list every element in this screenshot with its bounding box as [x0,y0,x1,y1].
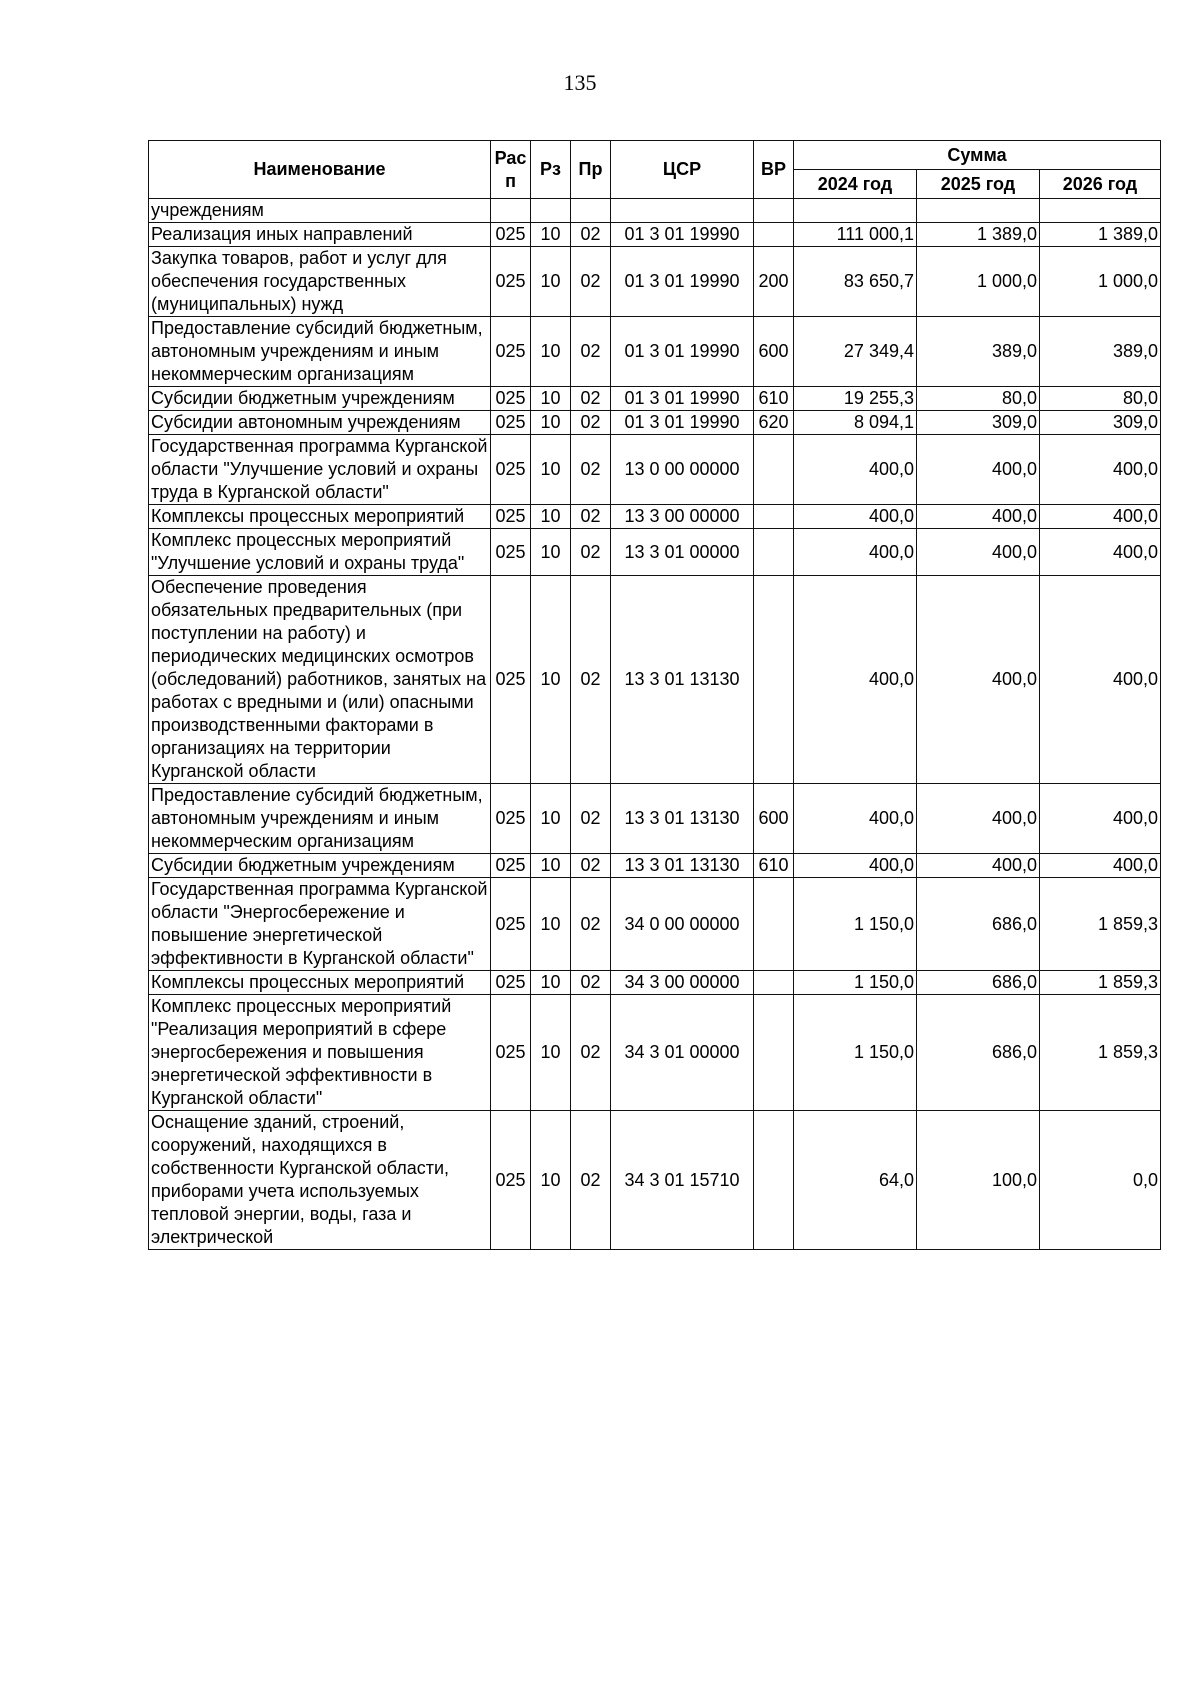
table-body [149,199,1161,1250]
cell-csr: 34 3 01 00000 [611,995,754,1111]
cell-rasp: 025 [491,223,531,247]
table-row [149,576,1161,784]
table-row [149,247,1161,317]
cell-csr: 13 3 01 13130 [611,854,754,878]
cell-sum-2024: 64,0 [794,1111,917,1250]
cell-csr: 13 0 00 00000 [611,435,754,505]
cell-csr [611,199,754,223]
cell-name: Комплекс процессных мероприятий "Реализация мероприятий в сфере энергосбережения и повышения энергетической эффективности в Курганской области" [149,995,491,1111]
cell-sum-2024: 400,0 [794,784,917,854]
cell-pr: 02 [571,505,611,529]
cell-name: Оснащение зданий, строений, сооружений, находящихся в собственности Курганской области, приборами учета используемых тепловой энергии, воды, газа и электрической [149,1111,491,1250]
header-year-2026: 2026 год [1040,170,1161,199]
cell-sum-2025: 100,0 [917,1111,1040,1250]
cell-rasp: 025 [491,529,531,576]
cell-rasp: 025 [491,878,531,971]
cell-sum-2025: 686,0 [917,995,1040,1111]
cell-sum-2026: 1 859,3 [1040,971,1161,995]
cell-csr: 01 3 01 19990 [611,317,754,387]
cell-sum-2026: 400,0 [1040,435,1161,505]
cell-rasp: 025 [491,435,531,505]
cell-vr [754,199,794,223]
cell-sum-2025: 400,0 [917,784,1040,854]
cell-sum-2024: 1 150,0 [794,878,917,971]
cell-rz: 10 [531,1111,571,1250]
header-year-2024: 2024 год [794,170,917,199]
header-rasp: Рас п [491,141,531,199]
cell-rz: 10 [531,435,571,505]
cell-name: Предоставление субсидий бюджетным, автономным учреждениям и иным некоммерческим организациям [149,317,491,387]
cell-csr: 34 0 00 00000 [611,878,754,971]
cell-sum-2026: 1 389,0 [1040,223,1161,247]
cell-vr: 610 [754,387,794,411]
cell-pr: 02 [571,529,611,576]
table-row [149,435,1161,505]
cell-rasp: 025 [491,576,531,784]
cell-pr: 02 [571,435,611,505]
cell-sum-2024: 400,0 [794,505,917,529]
cell-pr: 02 [571,1111,611,1250]
budget-table [148,140,1161,1250]
cell-pr: 02 [571,387,611,411]
cell-rasp: 025 [491,505,531,529]
cell-vr [754,505,794,529]
header-vr: ВР [754,141,794,199]
table-row [149,971,1161,995]
header-year-2025: 2025 год [917,170,1040,199]
cell-csr: 13 3 00 00000 [611,505,754,529]
cell-sum-2024: 8 094,1 [794,411,917,435]
cell-vr [754,995,794,1111]
cell-vr [754,529,794,576]
cell-sum-2024: 27 349,4 [794,317,917,387]
table-row [149,1111,1161,1250]
cell-rz: 10 [531,784,571,854]
cell-rasp: 025 [491,971,531,995]
cell-vr [754,435,794,505]
cell-sum-2026: 400,0 [1040,529,1161,576]
cell-sum-2024: 400,0 [794,435,917,505]
cell-csr: 34 3 01 15710 [611,1111,754,1250]
table-row [149,854,1161,878]
cell-sum-2025: 389,0 [917,317,1040,387]
cell-sum-2026: 400,0 [1040,505,1161,529]
table-row [149,199,1161,223]
cell-rz: 10 [531,995,571,1111]
table-row [149,223,1161,247]
table-row [149,529,1161,576]
cell-pr: 02 [571,223,611,247]
table-row [149,411,1161,435]
cell-rasp: 025 [491,995,531,1111]
cell-rasp: 025 [491,317,531,387]
cell-vr: 620 [754,411,794,435]
cell-csr: 01 3 01 19990 [611,247,754,317]
cell-sum-2024: 400,0 [794,529,917,576]
cell-rz: 10 [531,317,571,387]
cell-vr [754,878,794,971]
cell-sum-2026: 400,0 [1040,854,1161,878]
cell-rasp: 025 [491,784,531,854]
cell-pr: 02 [571,247,611,317]
header-name: Наименование [149,141,491,199]
header-summa: Сумма [794,141,1161,170]
cell-vr: 610 [754,854,794,878]
cell-csr: 01 3 01 19990 [611,223,754,247]
cell-rasp: 025 [491,411,531,435]
cell-sum-2025: 686,0 [917,971,1040,995]
cell-sum-2024: 19 255,3 [794,387,917,411]
cell-name: Закупка товаров, работ и услуг для обеспечения государственных (муниципальных) нужд [149,247,491,317]
cell-sum-2026: 1 859,3 [1040,995,1161,1111]
cell-pr [571,199,611,223]
cell-vr: 200 [754,247,794,317]
cell-sum-2025: 400,0 [917,435,1040,505]
cell-name: Обеспечение проведения обязательных предварительных (при поступлении на работу) и периодических медицинских осмотров (обследований) работников, занятых на работах с вредными и (или) опасными производственными факторами в организациях на территории Курганской области [149,576,491,784]
cell-sum-2025: 686,0 [917,878,1040,971]
cell-csr: 01 3 01 19990 [611,387,754,411]
cell-pr: 02 [571,995,611,1111]
cell-sum-2026: 80,0 [1040,387,1161,411]
cell-sum-2026 [1040,199,1161,223]
cell-csr: 13 3 01 13130 [611,576,754,784]
cell-rasp: 025 [491,247,531,317]
cell-sum-2025 [917,199,1040,223]
header-pr: Пр [571,141,611,199]
cell-rz [531,199,571,223]
cell-rz: 10 [531,411,571,435]
cell-vr: 600 [754,784,794,854]
cell-sum-2026: 0,0 [1040,1111,1161,1250]
header-rz: Рз [531,141,571,199]
cell-rz: 10 [531,247,571,317]
cell-name: учреждениям [149,199,491,223]
cell-sum-2025: 400,0 [917,854,1040,878]
page-number: 135 [563,70,597,95]
cell-name: Субсидии бюджетным учреждениям [149,854,491,878]
cell-vr [754,1111,794,1250]
cell-name: Комплексы процессных мероприятий [149,505,491,529]
table-row [149,505,1161,529]
cell-name: Субсидии бюджетным учреждениям [149,387,491,411]
cell-name: Комплекс процессных мероприятий "Улучшение условий и охраны труда" [149,529,491,576]
cell-rasp: 025 [491,1111,531,1250]
cell-vr [754,971,794,995]
cell-sum-2024 [794,199,917,223]
cell-sum-2026: 309,0 [1040,411,1161,435]
cell-rz: 10 [531,387,571,411]
table-row [149,784,1161,854]
cell-rasp: 025 [491,387,531,411]
cell-name: Государственная программа Курганской области "Энергосбережение и повышение энергетической эффективности в Курганской области" [149,878,491,971]
table-row [149,317,1161,387]
cell-rz: 10 [531,505,571,529]
cell-sum-2025: 400,0 [917,529,1040,576]
cell-vr [754,223,794,247]
cell-sum-2026: 1 859,3 [1040,878,1161,971]
cell-sum-2024: 83 650,7 [794,247,917,317]
cell-sum-2026: 389,0 [1040,317,1161,387]
cell-sum-2025: 1 389,0 [917,223,1040,247]
cell-name: Государственная программа Курганской области "Улучшение условий и охраны труда в Курганской области" [149,435,491,505]
header-csr: ЦСР [611,141,754,199]
cell-rz: 10 [531,854,571,878]
cell-rz: 10 [531,529,571,576]
cell-sum-2025: 80,0 [917,387,1040,411]
cell-rz: 10 [531,576,571,784]
cell-pr: 02 [571,878,611,971]
cell-sum-2024: 1 150,0 [794,971,917,995]
cell-rasp [491,199,531,223]
cell-rz: 10 [531,971,571,995]
cell-vr [754,576,794,784]
cell-csr: 01 3 01 19990 [611,411,754,435]
cell-sum-2024: 111 000,1 [794,223,917,247]
table-row [149,878,1161,971]
table-header [149,141,1161,199]
cell-rasp: 025 [491,854,531,878]
cell-name: Субсидии автономным учреждениям [149,411,491,435]
cell-sum-2026: 400,0 [1040,784,1161,854]
cell-rz: 10 [531,878,571,971]
cell-pr: 02 [571,576,611,784]
table-row [149,995,1161,1111]
cell-sum-2025: 400,0 [917,576,1040,784]
cell-pr: 02 [571,411,611,435]
cell-rz: 10 [531,223,571,247]
cell-sum-2026: 400,0 [1040,576,1161,784]
cell-sum-2025: 309,0 [917,411,1040,435]
cell-pr: 02 [571,854,611,878]
cell-name: Предоставление субсидий бюджетным, автономным учреждениям и иным некоммерческим организациям [149,784,491,854]
cell-name: Реализация иных направлений [149,223,491,247]
cell-csr: 13 3 01 13130 [611,784,754,854]
cell-vr: 600 [754,317,794,387]
cell-csr: 34 3 00 00000 [611,971,754,995]
cell-sum-2025: 400,0 [917,505,1040,529]
cell-pr: 02 [571,971,611,995]
cell-pr: 02 [571,784,611,854]
cell-sum-2024: 400,0 [794,576,917,784]
cell-pr: 02 [571,317,611,387]
cell-csr: 13 3 01 00000 [611,529,754,576]
table-row [149,387,1161,411]
cell-sum-2026: 1 000,0 [1040,247,1161,317]
cell-sum-2024: 1 150,0 [794,995,917,1111]
cell-name: Комплексы процессных мероприятий [149,971,491,995]
cell-sum-2024: 400,0 [794,854,917,878]
cell-sum-2025: 1 000,0 [917,247,1040,317]
